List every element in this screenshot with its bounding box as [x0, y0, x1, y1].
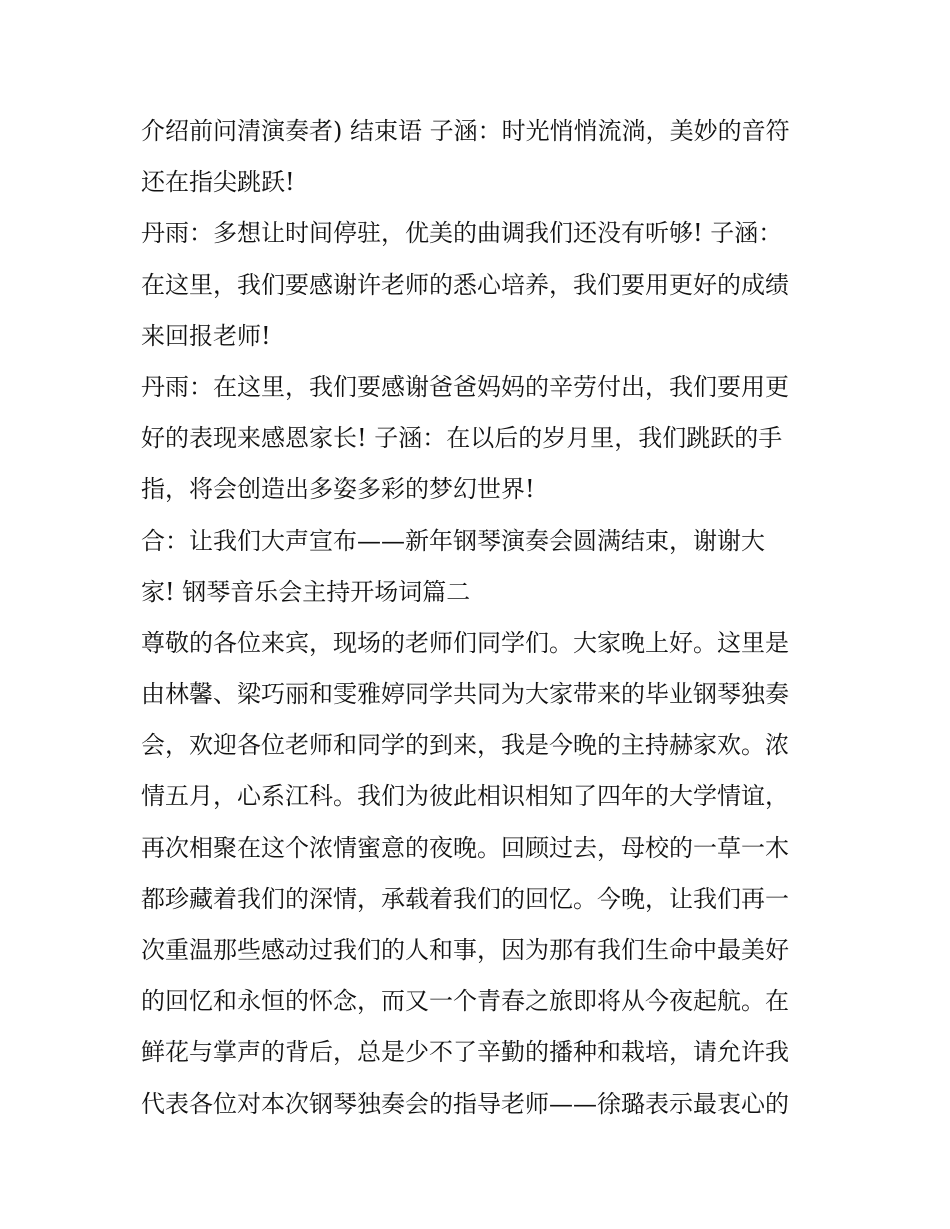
text-line-16: 都珍藏着我们的深情，承载着我们的回忆。今晚，让我们再一: [141, 884, 789, 913]
text-line-5: 来回报老师!: [141, 321, 271, 350]
text-line-11: 尊敬的各位来宾，现场的老师们同学们。大家晚上好。这里是: [141, 628, 789, 657]
text-line-9: 合：让我们大声宣布——新年钢琴演奏会圆满结束，谢谢大: [141, 526, 765, 555]
text-line-7: 好的表现来感恩家长! 子涵：在以后的岁月里，我们跳跃的手: [141, 424, 783, 453]
text-line-18: 的回忆和永恒的怀念，而又一个青春之旅即将从今夜起航。在: [141, 987, 789, 1016]
text-line-13: 会，欢迎各位老师和同学的到来，我是今晚的主持赫家欢。浓: [141, 731, 789, 760]
text-line-4: 在这里，我们要感谢许老师的悉心培养，我们要用更好的成绩: [141, 270, 789, 299]
text-line-17: 次重温那些感动过我们的人和事，因为那有我们生命中最美好: [141, 936, 789, 964]
text-line-6: 丹雨：在这里，我们要感谢爸爸妈妈的辛劳付出，我们要用更: [141, 372, 789, 401]
text-line-12: 由林馨、梁巧丽和雯雅婷同学共同为大家带来的毕业钢琴独奏: [141, 680, 789, 709]
document-body: [141, 106, 816, 1130]
text-line-14: 情五月，心系江科。我们为彼此相识相知了四年的大学情谊，: [141, 782, 789, 811]
text-line-8: 指，将会创造出多姿多彩的梦幻世界!: [141, 475, 535, 504]
text-line-2: 还在指尖跳跃!: [141, 168, 295, 197]
text-line-1: 介绍前问清演奏者) 结束语 子涵：时光悄悄流淌，美妙的音符: [141, 117, 790, 145]
text-line-3: 丹雨：多想让时间停驻，优美的曲调我们还没有听够! 子涵：: [141, 219, 783, 248]
text-line-19: 鲜花与掌声的背后，总是少不了辛勤的播种和栽培，请允许我: [141, 1038, 789, 1067]
text-line-20: 代表各位对本次钢琴独奏会的指导老师——徐璐表示最衷心的: [141, 1089, 789, 1118]
text-line-10: 家! 钢琴音乐会主持开场词篇二: [141, 577, 471, 606]
text-line-15: 再次相聚在这个浓情蜜意的夜晚。回顾过去，母校的一草一木: [141, 833, 789, 862]
